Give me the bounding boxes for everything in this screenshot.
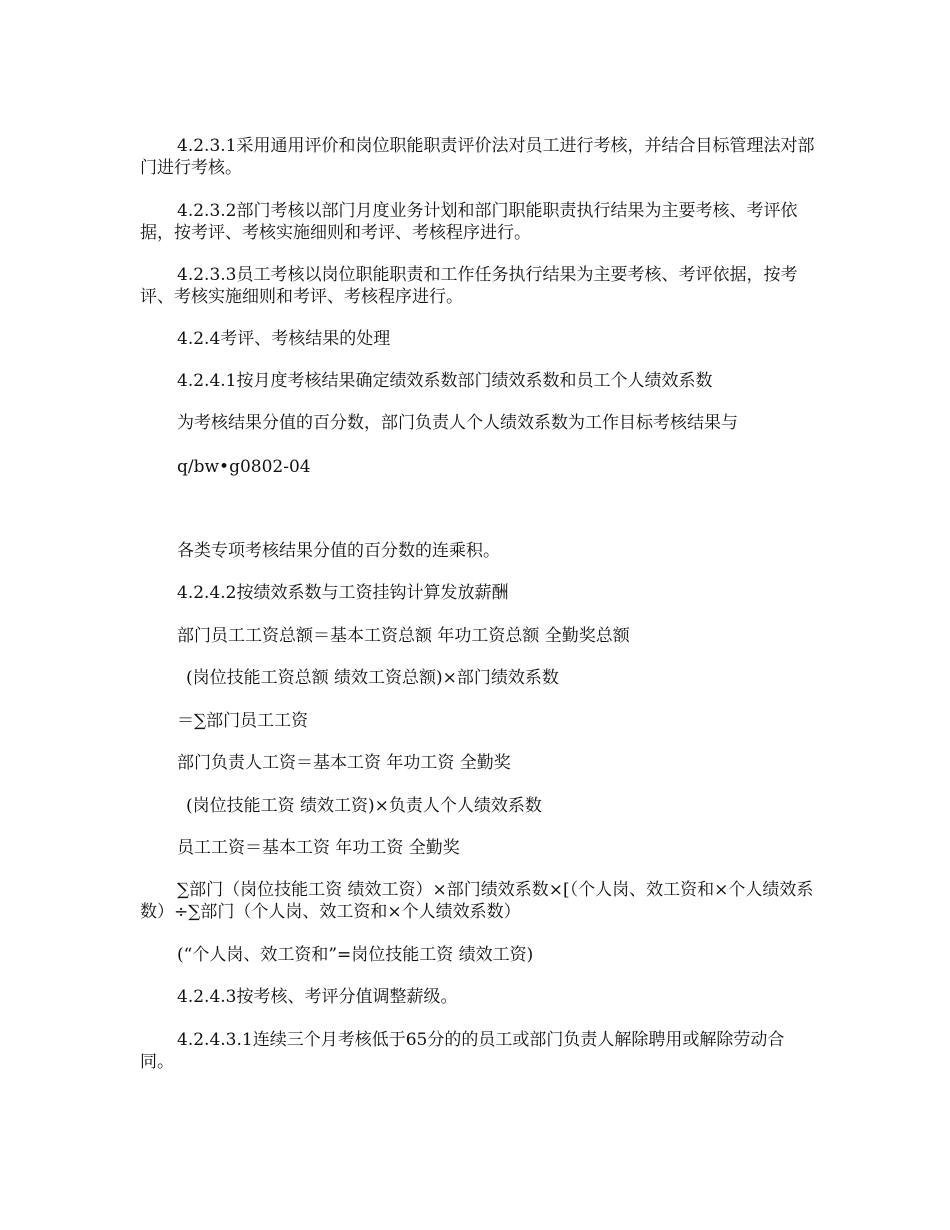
paragraph-continued-product: 各类专项考核结果分值的百分数的连乘积。 [177, 541, 500, 561]
heading-4-2-4: 4.2.4考评、考核结果的处理 [177, 329, 391, 349]
paragraph-4-2-4-3: 4.2.4.3按考核、考评分值调整薪级。 [177, 987, 458, 1007]
formula-dept-total-salary-part2: (岗位技能工资总额 绩效工资总额)×部门绩效系数 [186, 668, 559, 688]
formula-dept-total-salary-sum: ＝∑部门员工工资 [177, 711, 309, 731]
formula-employee-salary: 员工工资＝基本工资 年功工资 全勤奖 [177, 838, 460, 858]
formula-dept-head-salary: 部门负责人工资＝基本工资 年功工资 全勤奖 [177, 753, 511, 773]
paragraph-4-2-4-1: 4.2.4.1按月度考核结果确定绩效系数部门绩效系数和员工个人绩效系数 [177, 371, 713, 391]
formula-employee-salary-part2: ∑部门（岗位技能工资 绩效工资）×部门绩效系数×[（个人岗、效工资和×个人绩效系数）÷∑部门（个人岗、效工资和×个人绩效系数） [140, 880, 814, 922]
note-personal-wage-sum: (“个人岗、效工资和”=岗位技能工资 绩效工资) [177, 945, 534, 965]
formula-dept-total-salary: 部门员工工资总额＝基本工资总额 年功工资总额 全勤奖总额 [177, 626, 630, 646]
paragraph-4-2-4-2: 4.2.4.2按绩效系数与工资挂钩计算发放薪酬 [177, 583, 509, 603]
paragraph-4-2-4-3-1: 4.2.4.3.1连续三个月考核低于65分的的员工或部门负责人解除聘用或解除劳动合同。 [140, 1030, 785, 1072]
formula-dept-head-salary-part2: (岗位技能工资 绩效工资)×负责人个人绩效系数 [186, 796, 542, 816]
paragraph-4-2-3-2: 4.2.3.2部门考核以部门月度业务计划和部门职能职责执行结果为主要考核、考评依据，按考评、考核实施细则和考评、考核程序进行。 [140, 201, 798, 243]
paragraph-coefficient-definition: 为考核结果分值的百分数，部门负责人个人绩效系数为工作目标考核结果与 [177, 413, 738, 433]
paragraph-4-2-3-1: 4.2.3.1采用通用评价和岗位职能职责评价法对员工进行考核，并结合目标管理法对部门进行考核。 [140, 136, 815, 178]
page-header-code: q/bw•g0802-04 [177, 457, 311, 477]
paragraph-4-2-3-3: 4.2.3.3员工考核以岗位职能职责和工作任务执行结果为主要考核、考评依据，按考评、考核实施细则和考评、考核程序进行。 [140, 265, 798, 307]
